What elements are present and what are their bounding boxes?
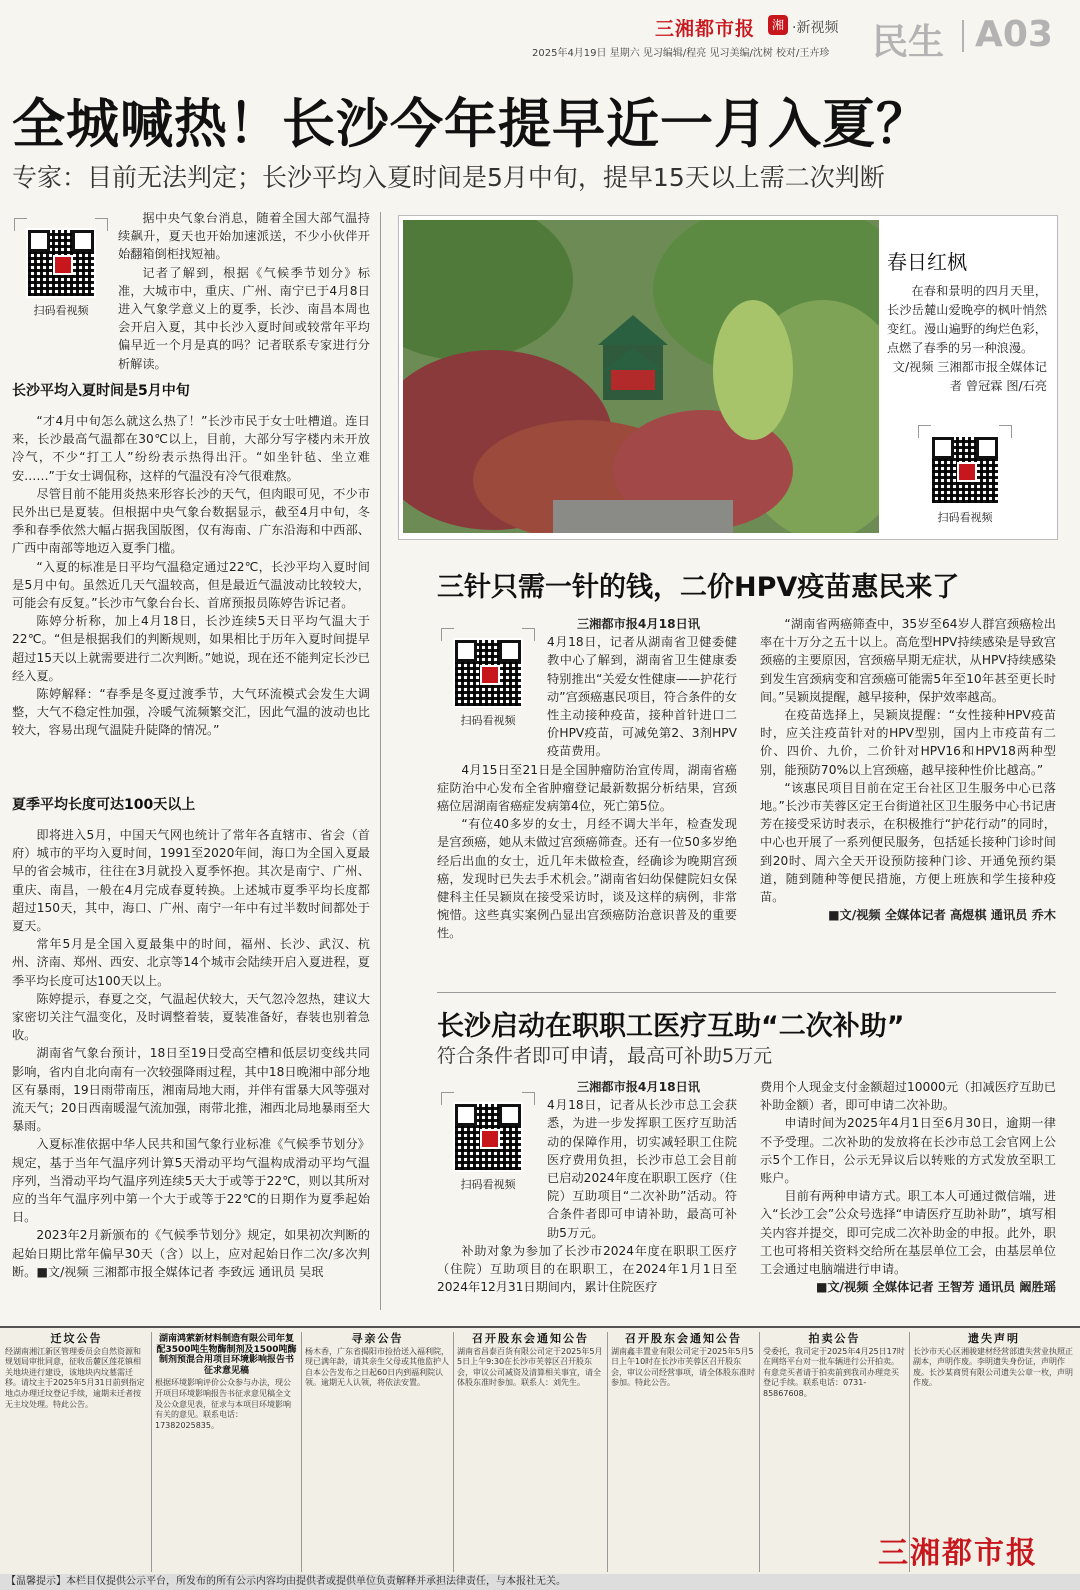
brand-logo-icon: 湘 <box>768 15 788 35</box>
article2-col1 <box>437 615 737 943</box>
article3-title: 长沙启动在职职工医疗互助“二次补助” <box>437 1011 905 1042</box>
paragraph: 在疫苗选择上，吴颖岚提醒：“女性接种HPV疫苗时，应关注疫苗针对的HPV型别，国内上市疫苗有二价、四价、九价，二价针对HPV16和HPV18两种型别，能预防70%以上宫颈癌，越早接种性价比越高。” <box>760 708 1056 777</box>
qr-label: 扫码看视频 <box>33 304 89 317</box>
paragraph: 陈婷提示，春夏之交，气温起伏较大，天气忽冷忽热，建议大家密切关注气温变化，及时调整着装，夏装准备好，春装也别着急收。 <box>12 991 370 1043</box>
article2-title: 三针只需一针的钱，二价HPV疫苗惠民来了 <box>437 572 960 603</box>
photo-caption <box>887 282 1047 396</box>
ad-text: 长沙市天心区湘骏建材经营部遗失营业执照正副本，声明作废。李明遗失身份证，声明作废。长沙某商贸有限公司遗失公章一枚，声明作废。 <box>913 1346 1073 1388</box>
section-name: 民生 <box>872 22 945 63</box>
photo-title: 春日红枫 <box>887 250 967 274</box>
page-headline: 全城喊热！长沙今年提早近一月入夏？ <box>12 93 930 155</box>
paragraph: 陈婷分析称，加上4月18日，长沙连续5天日平均气温大于22℃。“但是根据我们的判断规则，如果相比于历年入夏时间提早超过15天以上就需要进行二次判断。”她说，现在还不能判定长沙已经入夏。 <box>12 614 370 683</box>
paragraph: 入夏标准依据中华人民共和国气象行业标准《气候季节划分》规定，基于当年气温序列计算5天滑动平均气温构成滑动平均气温序列，当滑动平均气温序列连续5天大于或等于22℃，则以其所对应的当年气温序列中第一个大于或等于22℃的日期作为夏季起始日。 <box>12 1137 370 1225</box>
paragraph: 4月18日，记者从湖南省卫健委健教中心了解到，湖南省卫生健康委特别推出“关爱女性健康——护花行动”宫颈癌惠民项目，符合条件的女性主动接种疫苗，接种首针进口二价HPV疫苗，可减免第2、3剂HPV疫苗费用。 <box>547 635 737 759</box>
ad-title: 拍卖公告 <box>808 1332 861 1345</box>
paragraph: 4月18日，记者从长沙市总工会获悉，为进一步发挥职工医疗互助活动的保障作用，切实减轻职工住院医疗费用负担，长沙市总工会目前已启动2024年度在职职工医疗（住院）互助项目“二次补助”活动。符合条件者即可申请补助，最高可补助5万元。 <box>547 1098 737 1240</box>
lead-tag: 三湘都市报4月18日讯 <box>577 617 700 631</box>
footer-brand-logo: 三湘都市报 <box>878 1536 1038 1571</box>
article3-subtitle: 符合条件者即可申请，最高可补助5万元 <box>437 1045 773 1067</box>
paragraph: 2023年2月新颁布的《气候季节划分》规定，如果初次判断的起始日期比常年偏早30天（含）以上，应对起始日作二次/多次判断。■文/视频 三湘都市报全媒体记者 李致远 通讯员 吴珉 <box>12 1228 370 1279</box>
paragraph: 目前有两种申请方式。职工本人可通过微信端，进入“长沙工会”公众号选择“申请医疗互助补助”，填写相关内容并提交，即可完成二次补助金的申报。此外，职工也可将相关资料交给所在基层单位工会，由基层单位工会通过电脑端进行申请。 <box>760 1189 1056 1277</box>
paragraph: “才4月中旬怎么就这么热了！”长沙市民于女士吐槽道。连日来，长沙最高气温都在30℃以上，目前，大部分写字楼内未开放冷气，不少“打工人”纷纷表示热得出汗。“如坐针毡、坐立难安……”于女士调侃称，这样的气温没有冷气很难熬。 <box>12 414 370 483</box>
ad-text: 受委托，我司定于2025年4月25日17时在网络平台对一批车辆进行公开拍卖。有意竞买者请于拍卖前到我司办理竞买登记手续。联系电话：0731-85867608。 <box>763 1346 905 1398</box>
qr-label: 扫码看视频 <box>460 714 516 727</box>
qr-code-block[interactable] <box>918 425 1012 525</box>
paragraph: 常年5月是全国入夏最集中的时间，福州、长沙、武汉、杭州、济南、郑州、西安、北京等14个城市会陆续开启入夏进程，夏季平均长度可达100天以上。 <box>12 937 370 988</box>
qr-label: 扫码看视频 <box>460 1178 516 1191</box>
ad-title: 召开股东会通知公告 <box>625 1332 742 1345</box>
ad-notice <box>454 1332 608 1572</box>
page-subheadline: 专家：目前无法判定；长沙平均入夏时间是5月中旬，提早15天以上需二次判断 <box>12 163 885 192</box>
paragraph: 费用个人现金支付金额超过10000元（扣减医疗互助已补助金额）者，即可申请二次补助。 <box>760 1080 1056 1113</box>
photo-credit: 文/视频 三湘都市报全媒体记者 曾冠霖 图/石亮 <box>892 360 1047 393</box>
column-divider <box>380 212 381 1310</box>
qr-code-icon[interactable] <box>930 435 1000 505</box>
qr-label: 扫码看视频 <box>937 511 993 524</box>
paragraph: 湖南省气象台预计，18日至19日受高空槽和低层切变线共同影响，省内自北向南有一次较强降雨过程，其中18日晚湘中部分地区有暴雨，19日雨带南压，湘南局地大雨，并伴有雷暴大风等强对流天气；20日西南暖湿气流加强，雨带北推，湘西北局地暴雨至大暴雨。 <box>12 1046 370 1134</box>
article-credit: ■文/视频 全媒体记者 高煜棋 通讯员 乔木 <box>828 908 1056 923</box>
footer-notice: 【温馨提示】本栏目仅提供公示平台，所发布的所有公示内容均由提供者或提供单位负责解释并承担法律责任，与本报社无关。 <box>0 1574 1080 1590</box>
paragraph: 即将进入5月，中国天气网也统计了常年各直辖市、省会（首府）城市的平均入夏时间，1991至2020年间，海口为全国入夏最早的省会城市，往往在3月就投入夏季怀抱。其次是南宁、广州、重庆、南昌，一般在4月完成春夏转换。上述城市夏季平均长度都超过150天，其中，海口、广州、南宁一年中有过半数时间都处于夏天。 <box>12 828 370 934</box>
ad-notice <box>302 1332 454 1572</box>
ad-text: 根据环境影响评价公众参与办法，现公开项目环境影响报告书征求意见稿全文及公众意见表，征求与本项目环境影响有关的意见。联系电话：17382025835。 <box>155 1378 291 1430</box>
ad-title: 迁坟公告 <box>50 1332 103 1345</box>
article1-intro <box>12 209 370 373</box>
article3-col2 <box>760 1078 1056 1296</box>
masthead <box>0 0 1080 62</box>
section-divider <box>962 20 964 52</box>
ad-text: 经湖南湘江新区管理委员会自然资源和规划局审批同意，征收岳麓区莲花镇相关地块进行建设，该地块内坟墓需迁移。请坟主于2025年5月31日前到指定地点办理迁坟登记手续，逾期未迁者按无主坟处理。特此公告。 <box>5 1346 145 1409</box>
ad-text: 湖南省昌泰百货有限公司定于2025年5月5日上午9:30在长沙市芙蓉区召开股东会，审议公司减资及清算相关事宜，请全体股东准时参加。联系人：刘先生。 <box>457 1346 603 1388</box>
article1-section2 <box>12 826 370 1281</box>
photo-autumn-maple[interactable] <box>403 220 879 533</box>
ad-title: 召开股东会通知公告 <box>472 1332 589 1345</box>
paragraph: 申请时间为2025年4月1日至6月30日，逾期一律不予受理。二次补助的发放将在长沙市总工会官网上公示5个工作日，公示无异议后以转账的方式发放至职工账户。 <box>760 1116 1056 1186</box>
lead-tag: 三湘都市报4月18日讯 <box>577 1080 700 1094</box>
paragraph: 4月15日至21日是全国肿瘤防治宣传周，湖南省癌症防治中心发布全省肿瘤登记最新数据分析结果，宫颈癌位居湖南省癌症发病第4位，死亡第5位。 <box>437 762 737 814</box>
ad-notice <box>2 1332 152 1572</box>
section-subhead: 长沙平均入夏时间是5月中旬 <box>12 383 190 399</box>
paragraph: “有位40多岁的女士，月经不调大半年，检查发现是宫颈癌，她从未做过宫颈癌筛查。还有一位50多岁绝经后出血的女士，近几年未做检查，经确诊为晚期宫颈癌，发现时已失去手术机会。”湖南省妇幼保健院妇女保健科主任吴颖岚在接受采访时，谈及这样的病例，非常惋惜。这些真实案例凸显出宫颈癌防治意识普及的重要性。 <box>437 817 737 941</box>
paragraph: “入夏的标准是日平均气温稳定通过22℃，长沙平均入夏时间是5月中旬。虽然近几天气温较高，但是最近气温波动比较较大，可能会有反复。”长沙市气象台台长、首席预报员陈婷告诉记者。 <box>12 559 370 611</box>
caption-text: 在春和景明的四月天里，长沙岳麓山爱晚亭的枫叶悄然变红。漫山遍野的绚烂色彩，点燃了春季的另一种浪漫。 <box>887 284 1047 355</box>
ad-title: 遗失声明 <box>968 1332 1020 1345</box>
brand-video-label: ·新视频 <box>792 20 839 36</box>
pavilion-scene-image <box>403 220 879 533</box>
ad-title: 寻亲公告 <box>351 1332 404 1345</box>
article2-col2 <box>760 615 1056 924</box>
paragraph: 补助对象为参加了长沙市2024年度在职职工医疗（住院）互助项目的在职职工，在2024年1月1日至2024年12月31日期间内，累计住院医疗 <box>437 1243 737 1295</box>
paragraph: 记者了解到，根据《气候季节划分》标准，大城市中，重庆、广州、南宁已于4月8日进入气象学意义上的夏季，长沙、南昌本周也会开启入夏，其中长沙入夏时间或较常年平均偏早近一个月是真的吗？记者联系专家进行分析解读。 <box>118 265 370 371</box>
corner-mark <box>999 425 1012 438</box>
ad-title: 湖南鸿萦新材料制造有限公司年复配3500吨生物酶制剂及1500吨酶制剂预混合用项目环境影响报告书征求意见稿 <box>156 1334 297 1376</box>
paragraph: 尽管目前不能用炎热来形容长沙的天气，但肉眼可见，不少市民外出已是夏装。但根据中央气象台数据显示，截至4月中旬，冬季和春季依然大幅占据我国版图，仅有海南、广东沿海和中西部、广西中南部等地迈入夏季门槛。 <box>12 486 370 556</box>
section-subhead: 夏季平均长度可达100天以上 <box>12 797 196 813</box>
article3-col1 <box>437 1078 737 1296</box>
paragraph: “湖南省两癌筛查中，35岁至64岁人群宫颈癌检出率在十万分之五十以上。高危型HPV持续感染是导致宫颈癌的主要原因，宫颈癌早期无症状，从HPV持续感染到发生宫颈病变和宫颈癌可能需5年至10年甚至更长时间。”吴颖岚提醒，越早接种，保护效率越高。 <box>760 617 1056 704</box>
article1-section1 <box>12 412 370 740</box>
date-line: 2025年4月19日 星期六 见习编辑/程亮 见习美编/沈树 校对/王卉珍 <box>532 48 830 59</box>
page-number: A03 <box>975 14 1053 55</box>
ad-text: 湖南鑫丰置业有限公司定于2025年5月5日上午10时在长沙市芙蓉区召开股东会，审议公司经营事项，请全体股东准时参加。特此公告。 <box>611 1346 755 1388</box>
ad-notice <box>152 1332 302 1572</box>
ad-notice <box>608 1332 760 1572</box>
ad-text: 杨木香，广东省揭阳市捡拾送入福利院，现已满年龄，请其亲生父母或其他监护人自本公告发布之日起60日内到福利院认领。逾期无人认领，将依法安置。 <box>305 1346 449 1388</box>
paragraph: 据中央气象台消息，随着全国大部气温持续飙升，夏天也开始加速派送，不少小伙伴开始翻箱倒柜找短袖。 <box>118 211 370 262</box>
brand-name: 三湘都市报 <box>655 18 756 40</box>
section-divider <box>437 992 1056 993</box>
article-credit: ■文/视频 全媒体记者 王智芳 通讯员 阚胜瑶 <box>815 1280 1056 1295</box>
paragraph: 陈婷解释：“春季是冬夏过渡季节，大气环流模式会发生大调整，大气不稳定性加强，冷暖气流频繁交汇，因此气温的波动也比较大，容易出现气温陡升陡降的情况。” <box>12 687 370 738</box>
paragraph: “该惠民项目目前在定王台社区卫生服务中心已落地。”长沙市芙蓉区定王台街道社区卫生服务中心书记唐芳在接受采访时表示，在积极推行“护花行动”的同时，中心也开展了一系列便民服务，包括延长接种门诊时间到20时、周六全天开设预防接种门诊、开通免预约渠道，随到随种等便民措施，方便上班族和学生接种疫苗。 <box>760 780 1056 905</box>
